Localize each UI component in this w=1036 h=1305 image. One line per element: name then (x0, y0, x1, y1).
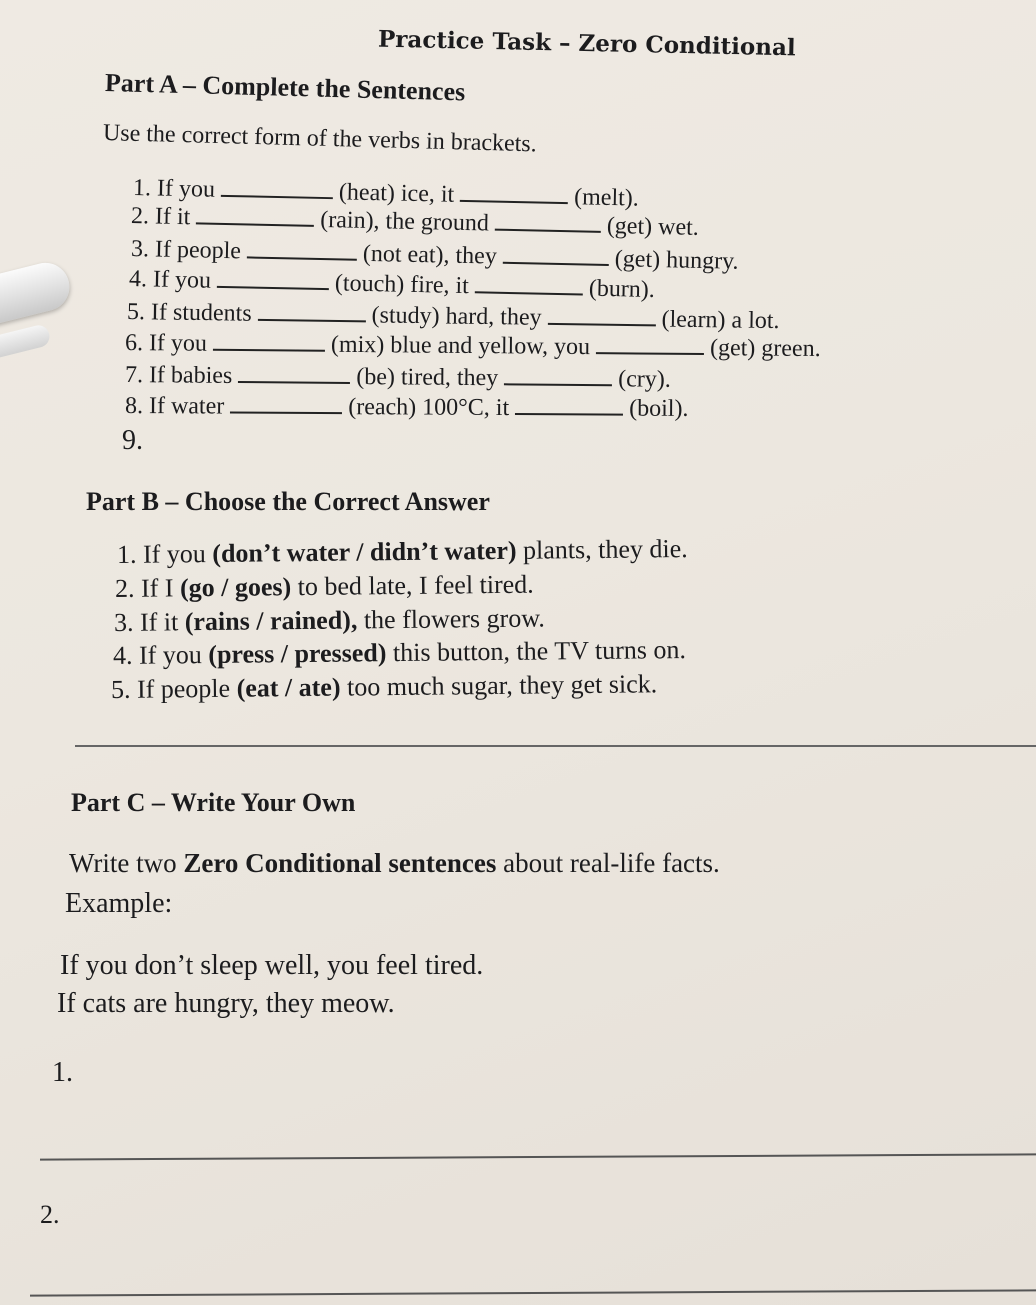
answer-line-2[interactable] (30, 1289, 1036, 1296)
item-verb2: (get) hungry. (614, 246, 739, 275)
answer-blank[interactable] (221, 194, 333, 199)
answer-number-2: 2. (40, 1200, 60, 1229)
item-suffix: to bed late, I feel tired. (297, 569, 534, 602)
part-b-item (111, 669, 658, 705)
part-a-item (127, 299, 780, 335)
item-number: 2. (130, 203, 150, 230)
item-start: If water (148, 393, 225, 420)
item-verb1: (not eat), they (362, 240, 498, 270)
item-start: If babies (148, 362, 233, 389)
item-start: If you (148, 330, 208, 357)
item-prefix: If people (136, 673, 231, 704)
choice-options[interactable]: (eat / ate) (236, 672, 341, 703)
part-c-instruction: Write two Zero Conditional sentences about real-life facts. (69, 848, 720, 878)
answer-blank[interactable] (495, 228, 601, 233)
answer-blank[interactable] (504, 382, 612, 386)
pen-body (0, 323, 52, 359)
choice-options[interactable]: (don’t water / didn’t water) (212, 535, 517, 569)
answer-blank[interactable] (515, 412, 623, 416)
item-verb2: (melt). (573, 184, 640, 212)
item-verb2: (boil). (629, 395, 689, 422)
answer-blank[interactable] (230, 411, 342, 415)
item-number: 8. (124, 393, 144, 420)
example-label: Example: (65, 888, 173, 919)
answer-number-1: 1. (52, 1057, 73, 1088)
answer-blank[interactable] (238, 380, 350, 384)
item-verb1: (mix) blue and yellow, you (330, 331, 591, 361)
item-verb1: (touch) fire, it (334, 270, 470, 300)
example-sentence-1: If you don’t sleep well, you feel tired. (60, 950, 484, 981)
part-a-instruction: Use the correct form of the verbs in brackets. (102, 120, 538, 158)
item-number: 5. (110, 674, 131, 704)
part-c-heading: Part C – Write Your Own (71, 788, 356, 817)
item-verb2: (get) wet. (606, 212, 700, 241)
answer-blank[interactable] (503, 261, 609, 266)
choice-options[interactable]: (rains / rained), (184, 605, 358, 637)
item-number: 1. (132, 175, 152, 202)
answer-blank[interactable] (460, 199, 568, 204)
choice-options[interactable]: (go / goes) (179, 572, 292, 603)
item-start: If you (152, 266, 212, 294)
item-number: 6. (124, 330, 144, 357)
answer-blank[interactable] (258, 318, 366, 323)
item-verb1: (heat) ice, it (338, 179, 455, 208)
answer-blank[interactable] (547, 322, 655, 327)
part-b-heading: Part B – Choose the Correct Answer (86, 487, 490, 516)
part-b-item (117, 534, 688, 570)
worksheet-title: Practice Task – Zero Conditional (377, 25, 796, 62)
part-a-item (125, 393, 689, 423)
item-verb1: (be) tired, they (356, 364, 499, 392)
item-prefix: If you (142, 539, 206, 569)
item-verb1: (reach) 100°C, it (348, 394, 510, 422)
section-divider (75, 745, 1036, 747)
item-number: 3. (113, 607, 134, 637)
item-start: If students (150, 299, 252, 327)
item-number: 4. (112, 640, 133, 670)
item-suffix: the flowers grow. (363, 603, 545, 635)
item-number: 5. (126, 299, 146, 326)
answer-blank[interactable] (217, 285, 329, 290)
item-suffix: too much sugar, they get sick. (346, 669, 658, 702)
item-number: 7. (124, 362, 144, 389)
part-a-item-9-number: 9. (122, 425, 143, 456)
item-start: If you (156, 175, 216, 203)
item-verb2: (get) green. (709, 335, 821, 363)
item-prefix: If I (140, 573, 174, 603)
part-b-item (114, 603, 545, 638)
answer-blank[interactable] (247, 255, 357, 260)
item-number: 4. (128, 266, 148, 293)
answer-blank[interactable] (196, 221, 314, 226)
pen-cap (0, 258, 74, 326)
example-sentence-2: If cats are hungry, they meow. (57, 988, 395, 1019)
answer-blank[interactable] (213, 348, 325, 352)
part-a-item (125, 362, 671, 394)
item-suffix: plants, they die. (522, 534, 688, 565)
item-verb1: (study) hard, they (371, 302, 542, 331)
item-start: If it (154, 203, 191, 231)
item-prefix: If it (139, 607, 179, 637)
item-start: If people (154, 236, 242, 265)
item-verb1: (rain), the ground (320, 206, 490, 237)
answer-blank[interactable] (475, 290, 583, 295)
item-verb2: (learn) a lot. (661, 306, 780, 335)
item-prefix: If you (138, 640, 202, 670)
answer-line-1[interactable] (40, 1153, 1036, 1160)
item-verb2: (burn). (588, 275, 656, 304)
item-suffix: this button, the TV turns on. (392, 635, 687, 668)
choice-options[interactable]: (press / pressed) (208, 638, 387, 670)
part-a-item (125, 330, 821, 363)
item-verb2: (cry). (618, 366, 671, 393)
part-b-item (115, 570, 534, 604)
item-number: 2. (114, 573, 135, 603)
part-b-item (113, 635, 686, 671)
item-number: 3. (130, 236, 150, 263)
part-a-heading: Part A – Complete the Sentences (104, 68, 466, 107)
answer-blank[interactable] (596, 351, 704, 355)
item-number: 1. (116, 539, 137, 569)
